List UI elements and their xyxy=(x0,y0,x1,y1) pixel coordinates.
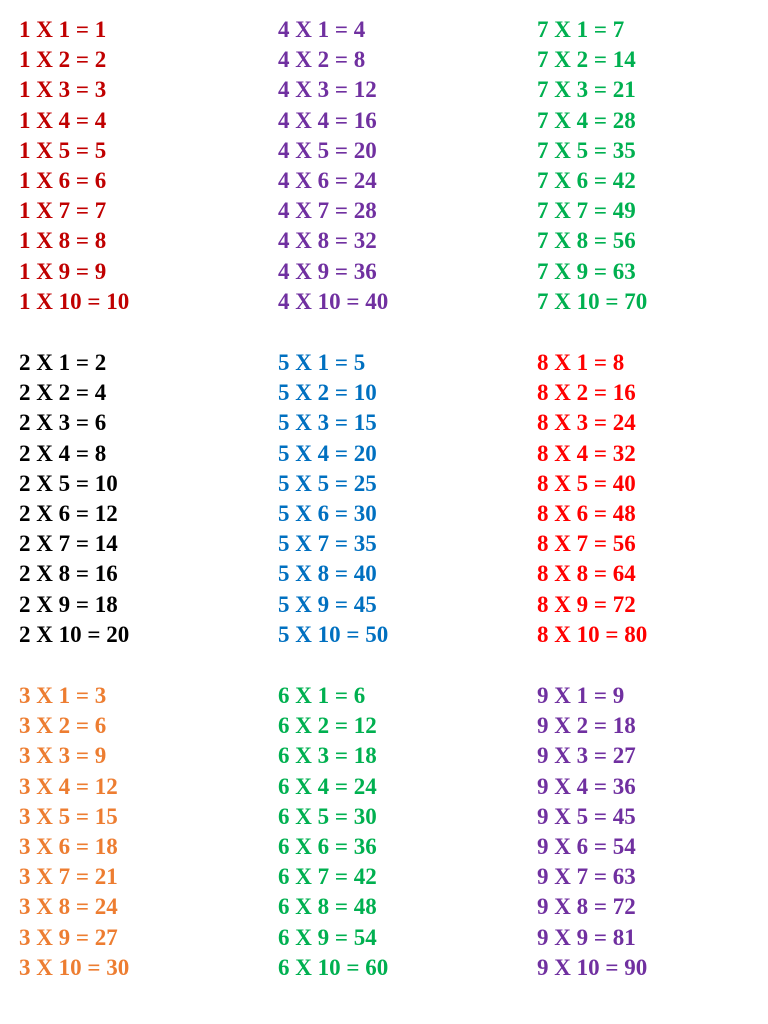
table-line: 3 X 3 = 9 xyxy=(19,743,107,769)
table-line: 1 X 3 = 3 xyxy=(19,77,107,103)
table-line: 8 X 4 = 32 xyxy=(537,440,636,466)
table-line: 5 X 8 = 40 xyxy=(278,561,377,587)
table-line: 4 X 3 = 12 xyxy=(278,77,377,103)
table-line: 5 X 2 = 10 xyxy=(278,380,377,406)
table-line: 1 X 8 = 8 xyxy=(19,228,107,254)
table-line: 4 X 10 = 40 xyxy=(278,288,389,314)
table-line: 4 X 8 = 32 xyxy=(278,228,377,254)
table-line: 4 X 5 = 20 xyxy=(278,137,377,163)
table-line: 1 X 10 = 10 xyxy=(19,288,130,314)
table-of-7 xyxy=(537,15,768,317)
table-line: 4 X 7 = 28 xyxy=(278,198,377,224)
table-line: 8 X 3 = 24 xyxy=(537,410,636,436)
table-of-1 xyxy=(19,15,259,317)
table-line: 6 X 6 = 36 xyxy=(278,833,377,859)
table-line: 8 X 7 = 56 xyxy=(537,531,636,557)
table-line: 7 X 5 = 35 xyxy=(537,137,636,163)
table-line: 5 X 9 = 45 xyxy=(278,591,377,617)
table-line: 6 X 3 = 18 xyxy=(278,743,377,769)
table-line: 9 X 10 = 90 xyxy=(537,954,648,980)
table-line: 3 X 1 = 3 xyxy=(19,683,107,708)
table-line: 9 X 2 = 18 xyxy=(537,713,636,739)
table-line: 7 X 8 = 56 xyxy=(537,228,636,254)
table-line: 7 X 6 = 42 xyxy=(537,167,636,193)
table-line: 1 X 7 = 7 xyxy=(19,198,107,224)
table-line: 9 X 4 = 36 xyxy=(537,773,636,799)
table-line: 6 X 8 = 48 xyxy=(278,894,377,920)
table-of-9 xyxy=(537,681,768,983)
table-line: 9 X 7 = 63 xyxy=(537,864,636,890)
table-line: 5 X 5 = 25 xyxy=(278,470,377,496)
table-line: 2 X 2 = 4 xyxy=(19,380,107,406)
table-line: 8 X 8 = 64 xyxy=(537,561,636,587)
table-line: 2 X 6 = 12 xyxy=(19,500,118,526)
table-line: 2 X 1 = 2 xyxy=(19,350,107,375)
table-line: 3 X 10 = 30 xyxy=(19,954,130,980)
table-line: 5 X 7 = 35 xyxy=(278,531,377,557)
table-line: 1 X 1 = 1 xyxy=(19,17,107,42)
table-line: 5 X 4 = 20 xyxy=(278,440,377,466)
table-line: 4 X 9 = 36 xyxy=(278,258,377,284)
table-line: 6 X 5 = 30 xyxy=(278,803,377,829)
table-line: 7 X 4 = 28 xyxy=(537,107,636,133)
table-line: 1 X 6 = 6 xyxy=(19,167,107,193)
table-line: 7 X 3 = 21 xyxy=(537,77,636,103)
table-line: 3 X 8 = 24 xyxy=(19,894,118,920)
table-line: 3 X 4 = 12 xyxy=(19,773,118,799)
table-line: 3 X 5 = 15 xyxy=(19,803,118,829)
table-line: 7 X 2 = 14 xyxy=(537,47,636,73)
table-of-8 xyxy=(537,348,768,650)
table-of-2 xyxy=(19,348,259,650)
table-line: 2 X 3 = 6 xyxy=(19,410,107,436)
table-line: 5 X 6 = 30 xyxy=(278,500,377,526)
table-line: 1 X 9 = 9 xyxy=(19,258,107,284)
table-line: 8 X 2 = 16 xyxy=(537,380,636,406)
table-line: 8 X 5 = 40 xyxy=(537,470,636,496)
table-line: 8 X 9 = 72 xyxy=(537,591,636,617)
table-line: 7 X 1 = 7 xyxy=(537,17,625,42)
table-of-6 xyxy=(278,681,518,983)
table-of-5 xyxy=(278,348,518,650)
table-of-4 xyxy=(278,15,518,317)
table-line: 2 X 8 = 16 xyxy=(19,561,118,587)
table-line: 8 X 1 = 8 xyxy=(537,350,625,375)
table-line: 2 X 7 = 14 xyxy=(19,531,118,557)
table-line: 9 X 9 = 81 xyxy=(537,924,636,950)
table-line: 2 X 5 = 10 xyxy=(19,470,118,496)
table-line: 1 X 2 = 2 xyxy=(19,47,107,73)
table-line: 1 X 5 = 5 xyxy=(19,137,107,163)
table-line: 6 X 10 = 60 xyxy=(278,954,389,980)
table-line: 5 X 10 = 50 xyxy=(278,621,389,647)
table-line: 9 X 8 = 72 xyxy=(537,894,636,920)
table-line: 5 X 3 = 15 xyxy=(278,410,377,436)
table-line: 9 X 3 = 27 xyxy=(537,743,636,769)
table-line: 7 X 7 = 49 xyxy=(537,198,636,224)
table-line: 6 X 9 = 54 xyxy=(278,924,377,950)
table-line: 2 X 10 = 20 xyxy=(19,621,130,647)
table-line: 8 X 10 = 80 xyxy=(537,621,648,647)
table-line: 7 X 10 = 70 xyxy=(537,288,648,314)
table-line: 2 X 4 = 8 xyxy=(19,440,107,466)
table-line: 4 X 4 = 16 xyxy=(278,107,377,133)
table-line: 3 X 2 = 6 xyxy=(19,713,107,739)
table-line: 6 X 7 = 42 xyxy=(278,864,377,890)
table-line: 9 X 6 = 54 xyxy=(537,833,636,859)
table-line: 2 X 9 = 18 xyxy=(19,591,118,617)
table-line: 9 X 1 = 9 xyxy=(537,683,625,708)
table-of-3 xyxy=(19,681,259,983)
table-line: 4 X 1 = 4 xyxy=(278,17,366,42)
table-line: 6 X 4 = 24 xyxy=(278,773,377,799)
table-line: 6 X 2 = 12 xyxy=(278,713,377,739)
table-line: 4 X 6 = 24 xyxy=(278,167,377,193)
table-line: 3 X 9 = 27 xyxy=(19,924,118,950)
table-line: 9 X 5 = 45 xyxy=(537,803,636,829)
table-line: 5 X 1 = 5 xyxy=(278,350,366,375)
table-line: 3 X 6 = 18 xyxy=(19,833,118,859)
table-line: 8 X 6 = 48 xyxy=(537,500,636,526)
table-line: 1 X 4 = 4 xyxy=(19,107,107,133)
table-line: 4 X 2 = 8 xyxy=(278,47,366,73)
table-line: 3 X 7 = 21 xyxy=(19,864,118,890)
table-line: 7 X 9 = 63 xyxy=(537,258,636,284)
table-line: 6 X 1 = 6 xyxy=(278,683,366,708)
